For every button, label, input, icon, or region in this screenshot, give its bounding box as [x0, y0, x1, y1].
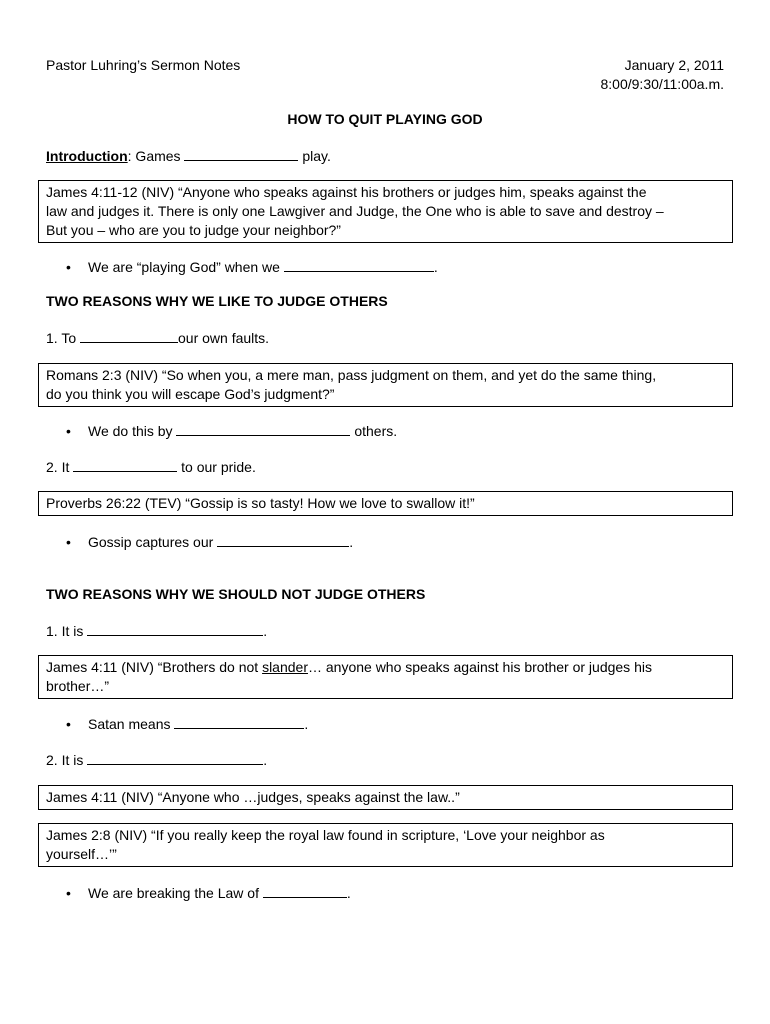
bullet-text: We are “playing God” when we [88, 259, 280, 275]
bullet-icon: • [66, 885, 71, 901]
header-times: 8:00/9:30/11:00a.m. [600, 76, 724, 92]
header-date: January 2, 2011 [624, 57, 724, 73]
fill-blank[interactable] [176, 422, 350, 436]
introduction-text: : Games [127, 148, 181, 164]
scripture-box-james-2-8 [38, 823, 733, 867]
scripture-box-james-4-11-slander [38, 655, 733, 699]
scripture-box-james-4-11-law [38, 785, 733, 810]
scripture-box-romans-2-3 [38, 363, 733, 407]
bullet-item [66, 258, 438, 275]
header-author: Pastor Luhring’s Sermon Notes [46, 57, 241, 73]
introduction-label: Introduction [46, 148, 128, 164]
scripture-box-james-4-11-12 [38, 180, 733, 243]
bullet-text-after: . [349, 534, 354, 550]
point-text-after: to our pride. [181, 459, 256, 475]
scripture-line: James 2:8 (NIV) “If you really keep the royal law found in scripture, ‘Love your neighbor as [46, 827, 605, 843]
introduction-line [46, 147, 331, 164]
fill-blank[interactable] [217, 533, 349, 547]
bullet-text-after: . [346, 885, 351, 901]
bullet-icon: • [66, 259, 71, 275]
scripture-box-proverbs-26-22 [38, 491, 733, 516]
page-title: HOW TO QUIT PLAYING GOD [287, 111, 483, 127]
numbered-point [46, 329, 269, 346]
numbered-point [46, 751, 267, 768]
numbered-point [46, 622, 267, 639]
bullet-icon: • [66, 716, 71, 732]
section-heading: TWO REASONS WHY WE SHOULD NOT JUDGE OTHERS [46, 586, 426, 602]
bullet-text-after: others. [354, 423, 398, 439]
bullet-item [66, 533, 353, 550]
fill-blank[interactable] [184, 147, 298, 161]
scripture-text: … anyone who speaks against his brother or judges his [307, 659, 652, 675]
scripture-line: yourself…’” [46, 846, 117, 862]
scripture-line [46, 659, 652, 675]
bullet-item [66, 422, 397, 439]
point-text: 1. To [46, 330, 77, 346]
scripture-line: But you – who are you to judge your neighbor?” [46, 222, 341, 238]
point-text: 1. It is [46, 623, 84, 639]
bullet-item [66, 884, 351, 901]
scripture-line: Proverbs 26:22 (TEV) “Gossip is so tasty! How we love to swallow it!” [46, 495, 475, 511]
introduction-text-after: play. [302, 148, 331, 164]
scripture-underlined-word: slander [262, 659, 308, 675]
fill-blank[interactable] [87, 751, 263, 765]
bullet-text-after: . [433, 259, 438, 275]
bullet-text: Satan means [88, 716, 171, 732]
scripture-line: law and judges it. There is only one Lawgiver and Judge, the One who is able to save and destroy – [46, 203, 664, 219]
fill-blank[interactable] [263, 884, 347, 898]
scripture-line: James 4:11-12 (NIV) “Anyone who speaks against his brothers or judges him, speaks against the [46, 184, 647, 200]
scripture-line: brother…” [46, 678, 110, 694]
fill-blank[interactable] [73, 458, 177, 472]
point-text-after: . [263, 623, 268, 639]
scripture-line: do you think you will escape God’s judgment?” [46, 386, 335, 402]
fill-blank[interactable] [87, 622, 263, 636]
bullet-text: We are breaking the Law of [88, 885, 259, 901]
numbered-point [46, 458, 256, 475]
bullet-item [66, 715, 308, 732]
scripture-text: James 4:11 (NIV) “Brothers do not [46, 659, 263, 675]
fill-blank[interactable] [80, 329, 178, 343]
point-text-after: our own faults. [178, 330, 270, 346]
section-heading: TWO REASONS WHY WE LIKE TO JUDGE OTHERS [46, 293, 388, 309]
fill-blank[interactable] [174, 715, 304, 729]
bullet-text: We do this by [88, 423, 173, 439]
bullet-text-after: . [304, 716, 309, 732]
point-text: 2. It [46, 459, 70, 475]
scripture-line: Romans 2:3 (NIV) “So when you, a mere man, pass judgment on them, and yet do the same thing, [46, 367, 657, 383]
point-text: 2. It is [46, 752, 84, 768]
fill-blank[interactable] [284, 258, 434, 272]
bullet-icon: • [66, 534, 71, 550]
point-text-after: . [263, 752, 268, 768]
bullet-text: Gossip captures our [88, 534, 214, 550]
bullet-icon: • [66, 423, 71, 439]
scripture-line: James 4:11 (NIV) “Anyone who …judges, speaks against the law..” [46, 789, 460, 805]
